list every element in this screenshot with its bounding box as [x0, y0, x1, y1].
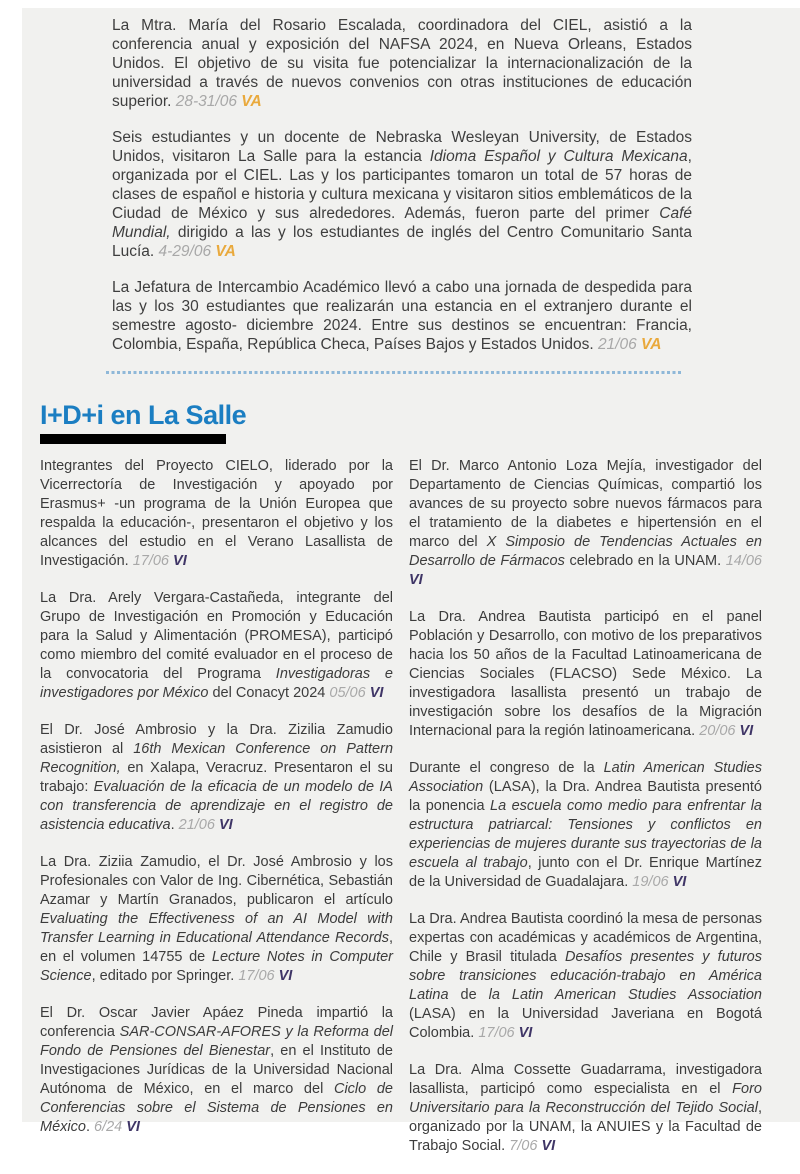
news-date: 21/06	[597, 336, 642, 353]
tag-vi: VI	[126, 1119, 140, 1135]
news-text: .	[85, 1119, 94, 1135]
mobility-news-section	[22, 8, 800, 354]
news-text: (LASA) en la Universidad Javeriana en Bogotá Colombia.	[409, 1006, 762, 1041]
news-item	[409, 457, 762, 590]
news-date: 05/06	[329, 685, 370, 701]
news-title-italic: 16th Mexican Conference on Pattern Recognition,	[40, 741, 394, 776]
news-text: La Mtra. María del Rosario Escalada, coordinadora del CIEL, asistió a la conferencia anual y exposición del NAFSA 2024, en Nueva Orleans, Estados Unidos. El objetivo de su visita fue potencializar la internacionalización de la universidad a través de nuevos convenios con otras instituciones de educación superior.	[112, 17, 692, 110]
news-text: celebrado en la UNAM.	[564, 553, 726, 569]
left-column	[40, 457, 393, 1174]
tag-va: VA	[241, 93, 262, 110]
news-text: Durante el congreso de la	[409, 760, 604, 776]
news-text: , editado por Springer.	[91, 968, 239, 984]
news-text: El Dr. Marco Antonio Loza Mejía, investigador del Departamento de Ciencias Químicas, compartió los avances de su proyecto sobre nuevos fármacos para el tratamiento de la diabetes e hipertensión en el marco del	[409, 458, 762, 550]
section-title: I+D+i en La Salle	[40, 400, 247, 430]
news-text: , organizada por el CIEL. Las y los participantes tomaron un total de 57 horas de clases de español e historia y cultura mexicana y visitaron sitios emblemáticos de la Ciudad de México y sus alrededores. Además, fueron parte del primer	[112, 148, 692, 222]
news-text: de	[448, 987, 489, 1003]
news-item	[409, 910, 762, 1043]
news-text: (LASA), la Dra. Andrea Bautista presentó la ponencia	[409, 779, 762, 814]
news-title-italic: la Latin American Studies Association	[488, 987, 762, 1003]
two-column-body	[40, 457, 762, 1174]
tag-vi: VI	[369, 685, 384, 701]
news-title-italic: X Simposio de Tendencias Actuales en Desarrollo de Fármacos	[409, 534, 762, 569]
news-title-italic: Investigadoras e investigadores por México	[40, 666, 393, 701]
news-date: 20/06	[699, 723, 740, 739]
news-title-italic: La escuela como medio para enfrentar la estructura patriarcal: Tensiones y conflictos en experiencias de mujeres durante sus trayectorias de la escuela al trabajo	[409, 798, 762, 871]
dashed-divider	[106, 371, 681, 374]
news-date: 19/06	[632, 874, 673, 890]
news-title-italic: Evaluación de la eficacia de un modelo de IA con transferencia de aprendizaje en el registro de asistencia educativa	[40, 779, 393, 833]
news-item	[112, 128, 692, 261]
tag-va: VA	[215, 243, 236, 260]
news-text: , en el Instituto de Investigaciones Jurídicas de la Universidad Nacional Autónoma de México, en el marco del	[40, 1043, 393, 1097]
news-item	[112, 16, 692, 111]
news-title-italic: Café Mundial,	[112, 205, 692, 241]
news-text: , en el volumen 14755 de	[40, 930, 393, 965]
news-text: El Dr. José Ambrosio y la Dra. Zizilia Zamudio asistieron al	[40, 722, 393, 757]
news-item	[409, 608, 762, 741]
news-title-italic: Latin American Studies Association	[409, 760, 762, 795]
news-text: Integrantes del Proyecto CIELO, liderado por la Vicerrectoría de Investigación y apoyado por Erasmus+ -un programa de la Unión Europea que respalda la educación-, presentaron el objetivo y los alcances del estudio en el Verano Lasallista de Investigación.	[40, 458, 393, 569]
news-item	[409, 759, 762, 892]
news-item	[40, 853, 393, 986]
news-date: 17/06	[478, 1025, 519, 1041]
news-text: .	[170, 817, 179, 833]
tag-vi: VI	[173, 553, 187, 569]
tag-vi: VI	[672, 874, 687, 890]
tag-vi: VI	[739, 723, 754, 739]
news-title-italic: Lecture Notes in Computer Science	[40, 949, 393, 984]
tag-vi: VI	[541, 1138, 556, 1154]
right-column	[409, 457, 762, 1174]
news-text: La Dra. Alma Cossette Guadarrama, investigadora lasallista, participó como especialista en el	[409, 1062, 762, 1097]
news-title-italic: Evaluating the Effectiveness of an AI Model with Transfer Learning in Educational Attendance Records	[40, 911, 393, 946]
news-text: Seis estudiantes y un docente de Nebraska Wesleyan University, de Estados Unidos, visitaron La Salle para la estancia	[112, 129, 692, 165]
news-item	[40, 721, 393, 835]
news-item	[40, 589, 393, 703]
tag-vi: VI	[518, 1025, 533, 1041]
tag-vi: VI	[218, 817, 233, 833]
news-text: en Xalapa, Veracruz. Presentaron el su trabajo:	[40, 760, 393, 795]
news-title-italic: Idioma Español y Cultura Mexicana	[429, 148, 688, 165]
news-text: , organizado por la UNAM, la ANUIES y la Facultad de Trabajo Social.	[409, 1100, 762, 1154]
news-item	[112, 278, 692, 354]
tag-vi: VI	[409, 572, 423, 588]
news-item	[409, 1061, 762, 1156]
news-title-italic: Desafíos presentes y futuros sobre transiciones educación-trabajo en América Latina	[409, 949, 762, 1003]
news-text: El Dr. Oscar Javier Apáez Pineda impartió la conferencia	[40, 1005, 393, 1040]
news-text: La Dra. Ziziia Zamudio, el Dr. José Ambrosio y los Profesionales con Valor de Ing. Cibernética, Sebastián Azamar y Martín Granados, publicaron el artículo	[40, 854, 393, 908]
newsletter-page	[22, 8, 800, 1154]
title-underline-bar	[40, 434, 226, 444]
news-title-italic: SAR-CONSAR-AFORES y la Reforma del Fondo de Pensiones del Bienestar	[40, 1024, 393, 1059]
news-item	[40, 1004, 393, 1137]
news-text: La Dra. Andrea Bautista coordinó la mesa de personas expertas con académicas y académicos de Argentina, Chile y Brasil titulada	[409, 911, 762, 965]
news-date: 28-31/06	[175, 93, 242, 110]
news-date: 7/06	[509, 1138, 542, 1154]
news-date: 4-29/06	[158, 243, 216, 260]
news-text: del Conacyt 2024	[208, 685, 330, 701]
news-text: , junto con el Dr. Enrique Martínez de la Universidad de Guadalajara.	[409, 855, 762, 890]
news-item	[40, 457, 393, 571]
news-date: 17/06	[238, 968, 279, 984]
news-title-italic: Foro Universitario para la Reconstrucción del Tejido Social	[409, 1081, 762, 1116]
news-text: La Dra. Arely Vergara-Castañeda, integrante del Grupo de Investigación en Promoción y Educación para la Salud y Alimentación (PROMESA), participó como miembro del comité evaluador en el proceso de la convocatoria del Programa	[40, 590, 393, 682]
news-title-italic: Ciclo de Conferencias sobre el Sistema de Pensiones en México	[40, 1081, 394, 1135]
news-text: dirigido a las y los estudiantes de inglés del Centro Comunitario Santa Lucía.	[112, 224, 692, 260]
news-date: 17/06	[132, 553, 174, 569]
news-text: La Jefatura de Intercambio Académico llevó a cabo una jornada de despedida para las y los 30 estudiantes que realizarán una estancia en el extranjero durante el semestre agosto- diciembre 2024. Entre sus destinos se encuentran: Francia, Colombia, España, República Checa, Países Bajos y Estados Unidos.	[112, 279, 692, 353]
news-date: 6/24	[94, 1119, 127, 1135]
news-text: La Dra. Andrea Bautista participó en el panel Población y Desarrollo, con motivo de los preparativos hacia los 50 años de la Facultad Latinoamericana de Ciencias Sociales (FLACSO) Sede México. La investigadora lasallista presentó un trabajo de investigación sobre los desafíos de la Migración Internacional para la región latinoamericana.	[409, 609, 762, 739]
tag-va: VA	[641, 336, 662, 353]
news-date: 14/06	[725, 553, 762, 569]
news-date: 21/06	[178, 817, 219, 833]
tag-vi: VI	[278, 968, 293, 984]
